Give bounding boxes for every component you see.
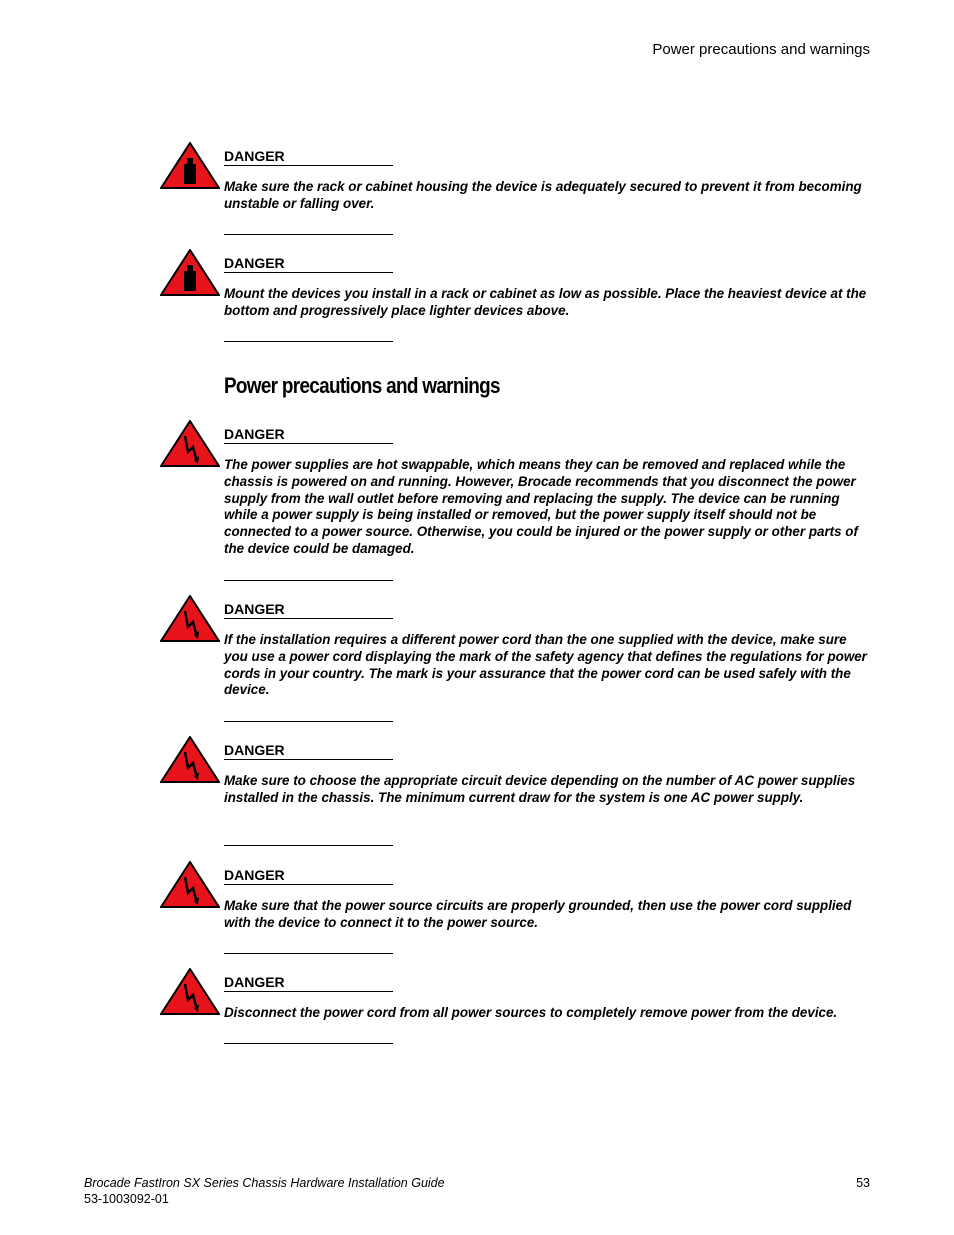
weight-hazard-icon [160,249,220,297]
electrical-hazard-icon [160,861,220,909]
danger-label: DANGER [224,148,393,166]
electrical-hazard-icon [160,420,220,468]
divider [224,341,393,342]
danger-text: If the installation requires a different power cord than the one supplied with the device, make sure you use a power cord displaying the mark of the safety agency that defines the regulations for power cords in your country. The mark is your assurance that the power cord can be used safely with the device. [224,632,867,698]
danger-text: Mount the devices you install in a rack or cabinet as low as possible. Place the heaviest device at the bottom and progressively place lighter devices above. [224,286,867,318]
danger-label: DANGER [224,742,393,760]
danger-text: The power supplies are hot swappable, which means they can be removed and replaced while the chassis is powered on and running. However, Brocade recommends that you disconnect the power supply from the wall outlet before removing and replacing the supply. The device can be running while a power supply is being installed or removed, but the power supply itself should not be connected to a power source. Otherwise, you could be injured or the power supply or other parts of the device could be damaged. [224,457,858,556]
divider [224,234,393,235]
divider [224,1043,393,1044]
danger-label: DANGER [224,255,393,273]
danger-label: DANGER [224,426,393,444]
divider [224,721,393,722]
section-title: Power precautions and warnings [224,373,500,398]
divider [224,845,393,846]
electrical-hazard-icon [160,736,220,784]
footer-title: Brocade FastIron SX Series Chassis Hardware Installation Guide [84,1176,445,1190]
danger-label: DANGER [224,601,393,619]
danger-label: DANGER [224,867,393,885]
danger-text: Make sure the rack or cabinet housing the device is adequately secured to prevent it from becoming unstable or falling over. [224,179,862,211]
danger-text: Make sure to choose the appropriate circuit device depending on the number of AC power supplies installed in the chassis. The minimum current draw for the system is one AC power supply. [224,773,856,805]
footer-doc-number: 53-1003092-01 [84,1192,169,1206]
divider [224,580,393,581]
divider [224,953,393,954]
danger-label: DANGER [224,974,393,992]
weight-hazard-icon [160,142,220,190]
running-header: Power precautions and warnings [652,41,870,58]
page-number: 53 [856,1176,870,1190]
danger-text: Make sure that the power source circuits are properly grounded, then use the power cord supplied with the device to connect it to the power source. [224,898,852,930]
danger-text: Disconnect the power cord from all power sources to completely remove power from the device. [224,1005,838,1020]
footer-document-info [84,1175,445,1207]
electrical-hazard-icon [160,595,220,643]
electrical-hazard-icon [160,968,220,1016]
